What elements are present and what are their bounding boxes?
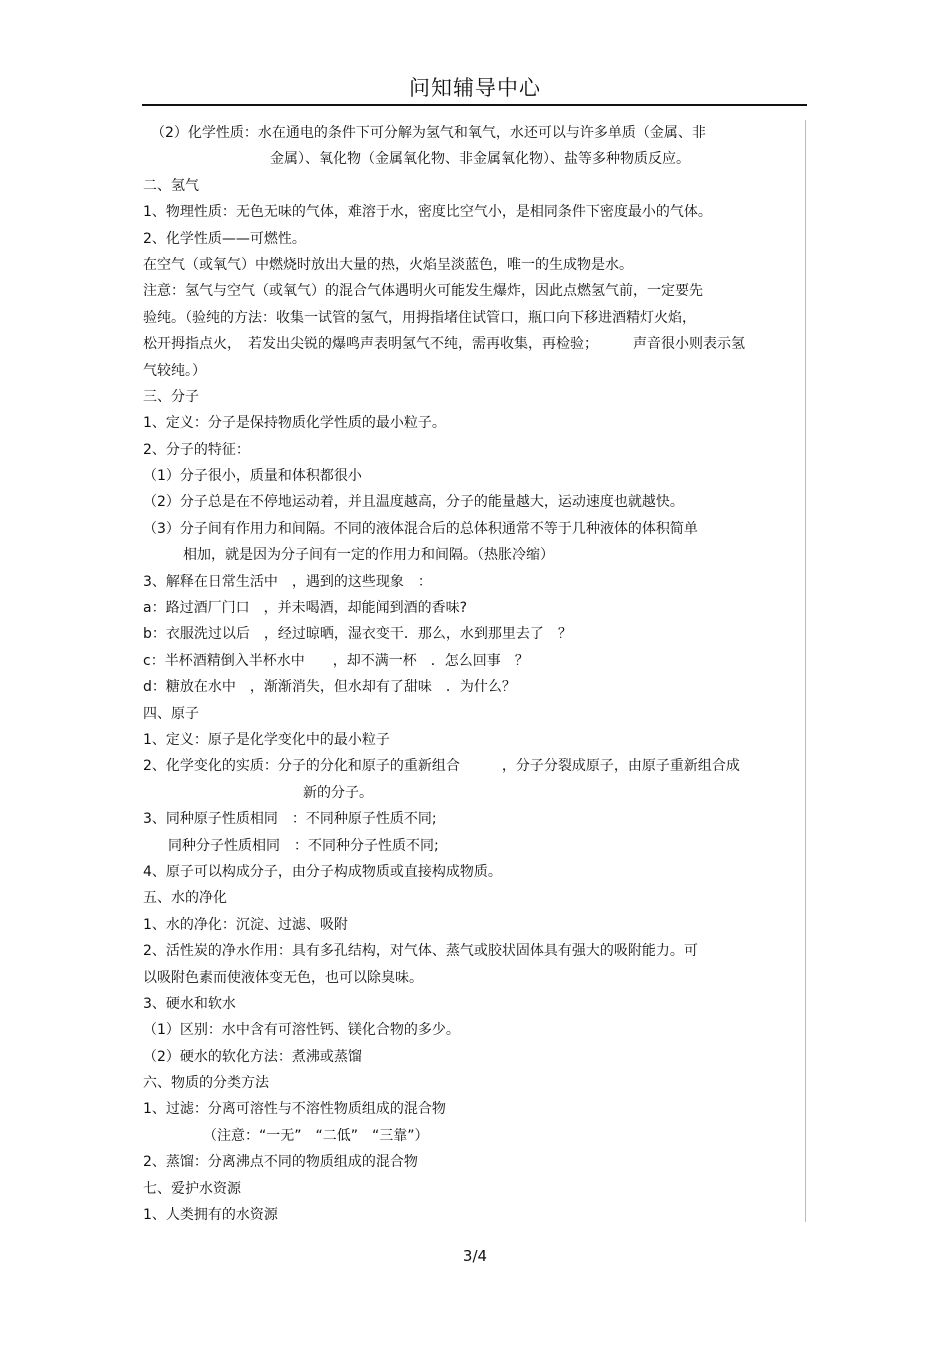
text-line: 在空气（或氧气）中燃烧时放出大量的热，火焰呈淡蓝色，唯一的生成物是水。 [143,256,633,273]
text-line: 2、分子的特征： [143,441,250,458]
text-line: 2、化学变化的实质：分子的分化和原子的重新组合 ，分子分裂成原子，由原子重新组合成 [143,758,740,775]
text-line: 二、氢气 [143,177,199,194]
text-line: 2、蒸馏：分离沸点不同的物质组成的混合物 [143,1154,418,1171]
text-line: c：半杯酒精倒入半杯水中 ，却不满一杯 ．怎么回事 ？ [143,652,529,669]
text-line: 金属）、氧化物（金属氧化物、非金属氧化物）、盐等多种物质反应。 [270,151,690,168]
text-line: d：糖放在水中 ，渐渐消失，但水却有了甜味 ．为什么？ [143,679,516,696]
text-line: a：路过酒厂门口 ，并未喝酒，却能闻到酒的香味? [143,600,468,617]
text-line: 三、分子 [143,388,199,405]
text-line: 1、物理性质：无色无味的气体，难溶于水，密度比空气小，是相同条件下密度最小的气体。 [143,204,712,221]
text-line: （注意：“一无” “二低” “三靠”） [203,1127,429,1144]
text-line: （1）分子很小，质量和体积都很小 [143,468,362,485]
text-line: 4、原子可以构成分子，由分子构成物质或直接构成物质。 [143,863,502,880]
text-line: （2）硬水的软化方法：煮沸或蒸馏 [143,1048,362,1065]
text-line: 相加，就是因为分子间有一定的作用力和间隔。（热胀冷缩） [183,547,554,564]
text-line: 七、爱护水资源 [143,1180,241,1197]
text-line: 3、同种原子性质相同 ：不同种原子性质不同; [143,811,437,828]
text-line: 1、水的净化：沉淀、过滤、吸附 [143,916,348,933]
text-line: 六、物质的分类方法 [143,1075,269,1092]
text-line: 松开拇指点火， 若发出尖锐的爆鸣声表明氢气不纯，需再收集，再检验； 声音很小则表示氢 [143,336,745,353]
header-rule [142,104,807,106]
text-line: 2、化学性质——可燃性。 [143,230,306,247]
text-line: 验纯。（验纯的方法：收集一试管的氢气，用拇指堵住试管口，瓶口向下移进酒精灯火焰， [143,309,696,326]
text-line: 五、水的净化 [143,890,227,907]
page-number: 3/4 [462,1247,488,1265]
text-line: 同种分子性质相同 ：不同种分子性质不同; [168,837,439,854]
text-line: 1、人类拥有的水资源 [143,1207,278,1224]
text-line: b：衣服洗过以后 ，经过晾晒，湿衣变干．那么，水到那里去了 ？ [143,626,572,643]
text-line: 1、过滤：分离可溶性与不溶性物质组成的混合物 [143,1101,446,1118]
page-header-title: 问知辅导中心 [409,76,541,100]
text-line: 3、硬水和软水 [143,995,236,1012]
text-line: 气较纯。） [143,362,206,379]
text-line: （2）分子总是在不停地运动着，并且温度越高，分子的能量越大，运动速度也就越快。 [143,494,684,511]
text-line: （2）化学性质：水在通电的条件下可分解为氢气和氧气，水还可以与许多单质（金属、非 [151,125,706,141]
text-line: 以吸附色素而使液体变无色，也可以除臭味。 [143,969,423,986]
text-line: （1）区别：水中含有可溶性钙、镁化合物的多少。 [143,1022,460,1039]
text-line: 新的分子。 [303,784,373,801]
text-line: 四、原子 [143,705,199,722]
right-margin-line [805,120,806,1222]
text-line: 注意：氢气与空气（或氧气）的混合气体遇明火可能发生爆炸，因此点燃氢气前，一定要先 [143,283,703,300]
document-body [143,120,803,1228]
text-line: 1、定义：原子是化学变化中的最小粒子 [143,731,390,748]
text-line: 2、活性炭的净水作用：具有多孔结构，对气体、蒸气或胶状固体具有强大的吸附能力。可 [143,943,698,960]
text-line: （3）分子间有作用力和间隔。不同的液体混合后的总体积通常不等于几种液体的体积简单 [143,520,698,537]
text-line: 3、解释在日常生活中 ，遇到的这些现象 ： [143,573,432,590]
text-line: 1、定义：分子是保持物质化学性质的最小粒子。 [143,415,446,432]
